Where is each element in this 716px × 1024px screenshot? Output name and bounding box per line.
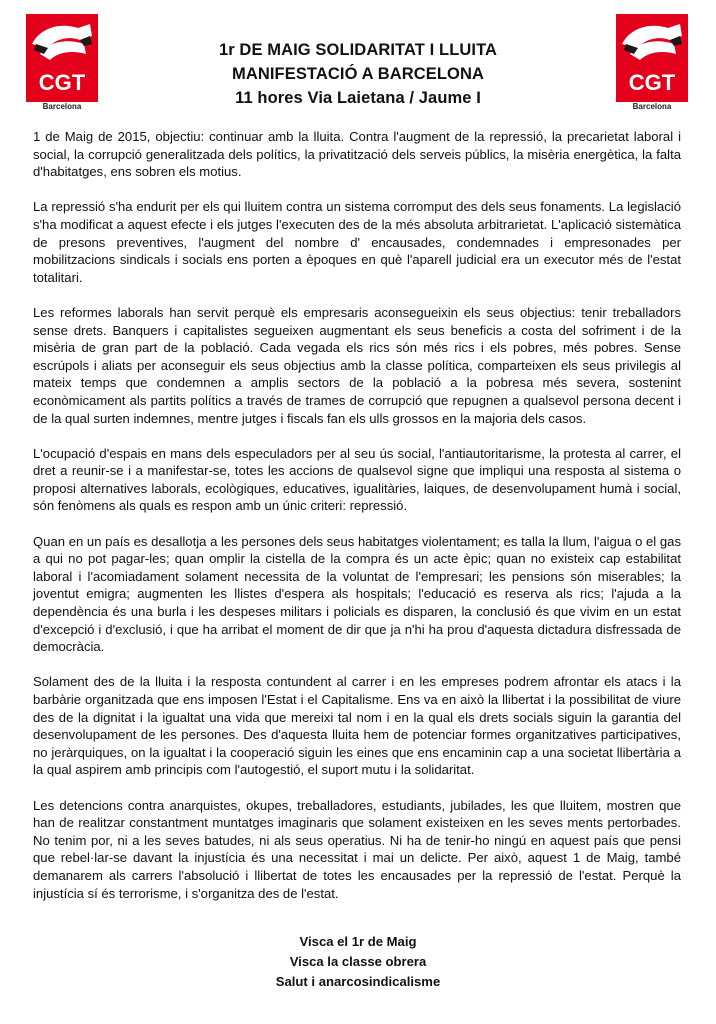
cgt-emblem-icon	[26, 14, 98, 102]
logo-caption-left: Barcelona	[42, 102, 82, 111]
closing-line: Salut i anarcosindicalisme	[275, 974, 441, 989]
closing-line: Visca el 1r de Maig	[299, 934, 417, 949]
closing-line: Visca la classe obrera	[289, 954, 427, 969]
header-title: 1r DE MAIG SOLIDARITAT I LLUITA	[218, 41, 498, 59]
header-time-location: 11 hores Via Laietana / Jaume I	[235, 89, 481, 107]
logo-caption-right: Barcelona	[632, 102, 672, 111]
header-subtitle: MANIFESTACIÓ A BARCELONA	[231, 65, 485, 83]
cgt-emblem-icon	[616, 14, 688, 102]
cgt-logo-left	[26, 14, 98, 112]
paragraph: Solament des de la lluita i la resposta contundent al carrer i en les empreses podrem afrontar els atacs i la barbàrie organitzada que ens imposen l'Estat i el Capitalisme. Ens va en això la llibertat i la possibilitat de viure des de la dignitat i la igualtat una vida que mereixi tal nom i en la qual els drets socials siguin la garantia del desenvolupament de les persones. Des d'aquesta lluita hem de potenciar formes organitzatives participatives, no jeràrquiques, on la igualtat i la cooperació siguin les eines que ens encaminin cap a una societat llibertària a la qual aspirem amb principis com l'autogestió, el suport mutu i la solidaritat.	[33, 674, 681, 778]
paragraph: L'ocupació d'espais en mans dels especuladors per al seu ús social, l'antiautoritarisme, la protesta al carrer, el dret a reunir-se i a manifestar-se, totes les accions de qualsevol signe que impliqui una resposta al sistema o proposi alternatives laborals, ecològiques, educatives, igualitàries, laiques, de desenvolupament humà i social, són fenòmens als quals es respon amb un únic criteri: repressió.	[33, 445, 681, 514]
cgt-logo-right	[616, 14, 688, 112]
paragraph: Les detencions contra anarquistes, okupes, treballadores, estudiants, jubilades, les que lluitem, mostren que han de realitzar constantment muntatges imaginaris que solament existeixen en les seves ments pertorbades. No tenim por, ni a les seves batudes, ni als seus operatius. Ni ha de tenir-ho ningú en aquest país que pensi que rebel·lar-se davant la injustícia és una necessitat i mai un delicte. Per això, aquest 1 de Maig, també demanarem als carrers l'absolució i llibertat de totes les encausades per la repressió de l'estat. Perquè la injustícia sí és terrorisme, i s'organitza des de l'estat.	[33, 797, 681, 901]
document-header	[110, 38, 606, 110]
closing-slogans	[0, 932, 716, 992]
paragraph: 1 de Maig de 2015, objectiu: continuar amb la lluita. Contra l'augment de la repressió, la precarietat laboral i social, la corrupció generalitzada dels polítics, la privatització dels serveis públics, la misèria energètica, la falta d'habitatges, ens sobren els motius.	[33, 129, 681, 180]
logo-text-left: CGT	[38, 70, 86, 95]
paragraph: Les reformes laborals han servit perquè els empresaris aconsegueixin els seus objectius: tenir treballadors sense drets. Banquers i capitalistes segueixen augmentant els seus beneficis a costa del sofriment i de la misèria de gran part de la població. Cada vegada els rics són més rics i els pobres, més pobres. Sense escrúpols i aliats per aconseguir els seus objectius amb la classe política, comparteixen els seus privilegis al mateix temps que condemnen a amplis sectors de la població a la pobresa més severa, sostenint econòmicament als partits polítics a través de trames de corrupció que repugnen a qualsevol persona decent i de la qual surten indemnes, mentre jutges i fiscals fan els ulls grossos en la majoria dels casos.	[33, 304, 681, 426]
logo-text-right: CGT	[628, 70, 676, 95]
paragraph: Quan en un país es desallotja a les persones dels seus habitatges violentament; es talla la llum, l'aigua o el gas a qui no pot pagar-les; quan omplir la cistella de la compra és un acte èpic; quan no existeix cap estabilitat laboral i l'acomiadament solament necessita de la voluntat de l'empresari; les pensions són miserables; la joventut emigra; augmenten les llistes d'espera als hospitals; l'educació es reserva als rics; l'ajuda a la dependència és una burla i les despeses militars i policials es disparen, la conclusió és que vivim en un estat d'excepció i d'exclusió, i que ha arribat el moment de dir que ja n'hi ha prou d'aquesta dictadura disfressada de democràcia.	[33, 533, 681, 655]
paragraph: La repressió s'ha endurit per els qui lluitem contra un sistema corromput des dels seus fonaments. La legislació s'ha modificat a aquest efecte i els jutges l'executen des de la més absoluta arbitrarietat. L'aplicació sistemàtica de presons preventives, l'augment del nombre d' encausades, condemnades i empresonades per mobilitzacions sindicals i socials ens porten a èpoques en què l'aparell judicial era un executor més de l'estat totalitari.	[33, 199, 681, 285]
manifesto-body	[33, 128, 681, 920]
